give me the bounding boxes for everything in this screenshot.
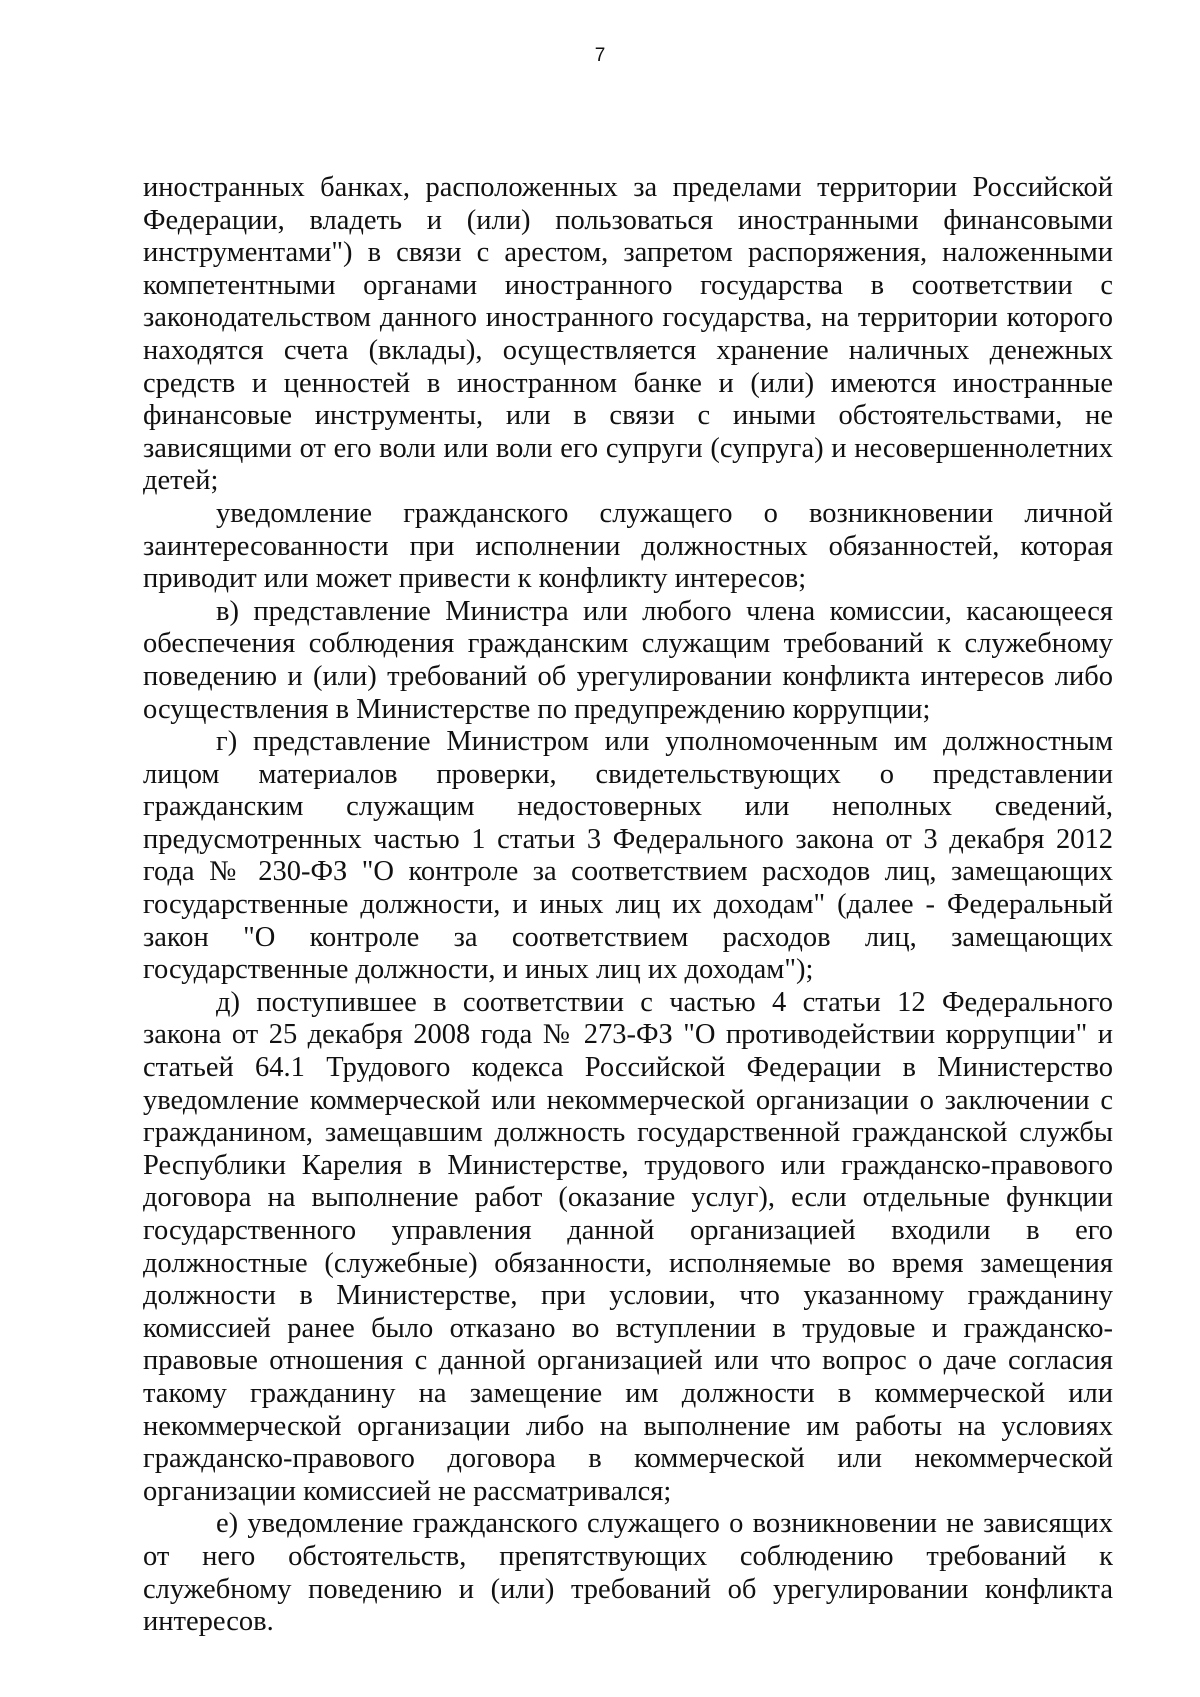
paragraph-item-v: в) представление Министра или любого члена комиссии, касающееся обеспечения соблюдения гражданским служащим требований к служебному поведению и (или) требований об урегулировании конфликта интересов либо осуществления в Министерстве по предупреждению коррупции; bbox=[143, 595, 1113, 725]
page-number: 7 bbox=[594, 45, 606, 66]
paragraph-item-e: е) уведомление гражданского служащего о возникновении не зависящих от него обстоятельств, препятствующих соблюдению требований к служебному поведению и (или) требований об урегулировании конфликта интересов. bbox=[143, 1508, 1113, 1638]
paragraph-personal-interest-notice: уведомление гражданского служащего о возникновении личной заинтересованности при исполнении должностных обязанностей, которая приводит или может привести к конфликту интересов; bbox=[143, 497, 1113, 595]
paragraph-item-d: д) поступившее в соответствии с частью 4 статьи 12 Федерального закона от 25 декабря 2008 года № 273-ФЗ "О противодействии коррупции" и статьей 64.1 Трудового кодекса Российской Федерации в Министерство уведомление коммерческой или некоммерческой организации о заключении с гражданином, замещавшим должность государственной гражданской службы Республики Карелия в Министерстве, трудового или гражданско-правового договора на выполнение работ (оказание услуг), если отдельные функции государственного управления данной организацией входили в его должностные (служебные) обязанности, исполняемые во время замещения должности в Министерстве, при условии, что указанному гражданину комиссией ранее было отказано во вступлении в трудовые и гражданско-правовые отношения с данной организацией или что вопрос о даче согласия такому гражданину на замещение им должности в коммерческой или некоммерческой организации либо на выполнение им работы на условиях гражданско-правового договора в коммерческой или некоммерческой организации комиссией не рассматривался; bbox=[143, 986, 1113, 1507]
paragraph-continued: иностранных банках, расположенных за пределами территории Российской Федерации, владеть и (или) пользоваться иностранными финансовыми инструментами") в связи с арестом, запретом распоряжения, наложенными компетентными органами иностранного государства в соответствии с законодательством данного иностранного государства, на территории которого находятся счета (вклады), осуществляется хранение наличных денежных средств и ценностей в иностранном банке и (или) имеются иностранные финансовые инструменты, или в связи с иными обстоятельствами, не зависящими от его воли или воли его супруги (супруга) и несовершеннолетних детей; bbox=[143, 172, 1113, 497]
document-body bbox=[143, 172, 1113, 1639]
paragraph-item-g: г) представление Министром или уполномоченным им должностным лицом материалов проверки, свидетельствующих о представлении гражданским служащим недостоверных или неполных сведений, предусмотренных частью 1 статьи 3 Федерального закона от 3 декабря 2012 года № 230-ФЗ "О контроле за соответствием расходов лиц, замещающих государственные должности, и иных лиц их доходам" (далее - Федеральный закон "О контроле за соответствием расходов лиц, замещающих государственные должности, и иных лиц их доходам"); bbox=[143, 726, 1113, 986]
